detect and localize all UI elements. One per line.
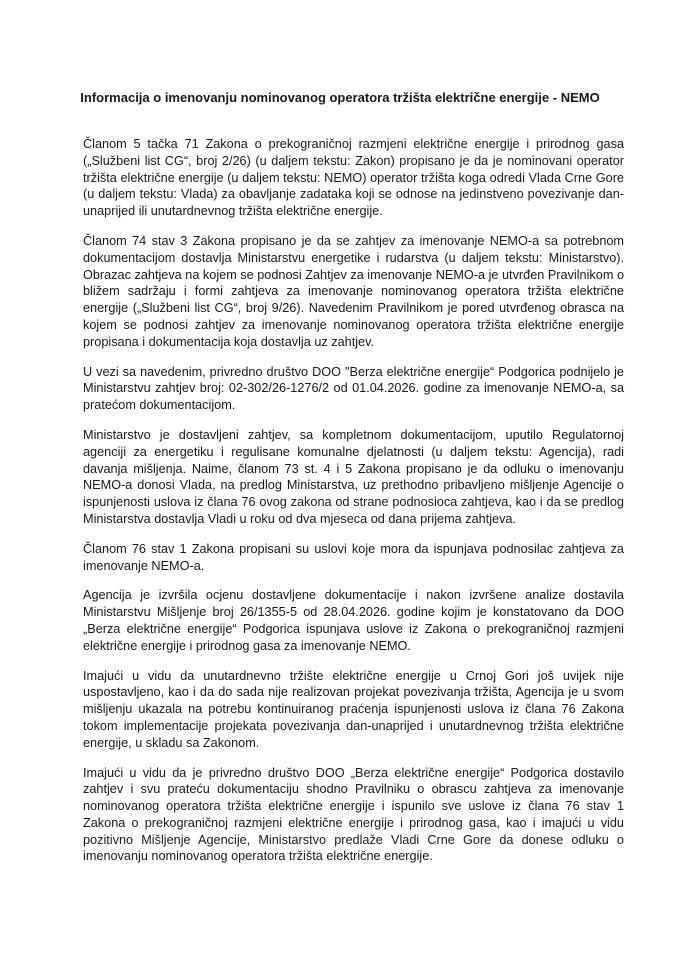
document-body: [83, 136, 624, 878]
paragraph: Članom 5 tačka 71 Zakona o prekograničnoj razmjeni električne energije i prirodnog gasa („Službeni list CG“, broj 2/26) (u daljem tekstu: Zakon) propisano je da je nominovani operator tržišta električne energije (u daljem tekstu: NEMO) operator tržišta koga odredi Vlada Crne Gore (u daljem tekstu: Vlada) za obavljanje zadataka koji se odnose na jedinstveno povezivanje dan-unaprijed ili unutardnevnog tržišta električne energije.: [83, 137, 624, 219]
document-title: Informacija o imenovanju nominovanog operatora tržišta električne energije - NEMO: [80, 90, 600, 105]
paragraph: Agencija je izvršila ocjenu dostavljene dokumentacije i nakon izvršene analize dostavila Ministarstvu Mišljenje broj 26/1355-5 od 28.04.2026. godine kojim je konstatovano da DOO „Berza električne energije“ Podgorica ispunjava uslove iz Zakona o prekograničnoj razmjeni električne energije i prirodnog gasa za imenovanje NEMO.: [83, 588, 624, 653]
paragraph: Članom 74 stav 3 Zakona propisano je da se zahtjev za imenovanje NEMO-a sa potrebnom dokumentacijom dostavlja Ministarstvu energetike i rudarstva (u daljem tekstu: Ministarstvo). Obrazac zahtjeva na kojem se podnosi Zahtjev za imenovanje NEMO-a je utvrđen Pravilnikom o bližem sadržaju i formi zahtjeva za imenovanje nominovanog operatora tržišta električne energije („Službeni list CG“, broj 9/26). Navedenim Pravilnikom je pored utvrđenog obrasca na kojem se podnosi zahtjev za imenovanje nominovanog operatora tržišta električne energije propisana i dokumentacija koja dostavlja uz zahtjev.: [83, 233, 624, 349]
paragraph: U vezi sa navedenim, privredno društvo DOO "Berza električne energije“ Podgorica podnijelo je Ministarstvu zahtjev broj: 02-302/26-1276/2 od 01.04.2026. godine za imenovanje NEMO-a, sa pratećom dokumentacijom.: [83, 364, 624, 413]
paragraph: Članom 76 stav 1 Zakona propisani su uslovi koje mora da ispunjava podnosilac zahtjeva za imenovanje NEMO-a.: [83, 541, 624, 573]
paragraph: Imajući u vidu da je privredno društvo DOO „Berza električne energije“ Podgorica dostavilo zahtjev i svu prateću dokumentaciju shodno Pravilniku o obrascu zahtjeva za imenovanje nominovanog operatora tržišta električne energije i ispunilo sve uslove iz člana 76 stav 1 Zakona o prekograničnoj razmjeni električne energije i prirodnog gasa, kao i imajući u vidu pozitivno Mišljenje Agencije, Ministarstvo predlaže Vladi Crne Gore da donese odluku o imenovanju nominovanog operatora tržišta električne energije.: [83, 765, 624, 864]
paragraph: Imajući u vidu da unutardnevno tržište električne energije u Crnoj Gori još uvijek nije uspostavljeno, kao i da do sada nije realizovan projekat povezivanja tržišta, Agencija je u svom mišljenju ukazala na potrebu kontinuiranog praćenja ispunjenosti uslova iz člana 76 Zakona tokom implementacije projekata povezivanja dan-unaprijed i unutardnevnog tržišta električne energije, u skladu sa Zakonom.: [83, 668, 624, 750]
paragraph: Ministarstvo je dostavljeni zahtjev, sa kompletnom dokumentacijom, uputilo Regulatornoj agenciji za energetiku i regulisane komunalne djelatnosti (u daljem tekstu: Agencija), radi davanja mišljenja. Naime, članom 73 st. 4 i 5 Zakona propisano je da odluku o imenovanju NEMO-a donosi Vlada, na predlog Ministarstva, uz prethodno pribavljeno mišljenje Agencije o ispunjenosti uslova iz člana 76 ovog zakona od strane podnosioca zahtjeva, kao i da se predlog Ministarstva dostavlja Vladi u roku od dva mjeseca od dana prijema zahtjeva.: [83, 427, 624, 526]
